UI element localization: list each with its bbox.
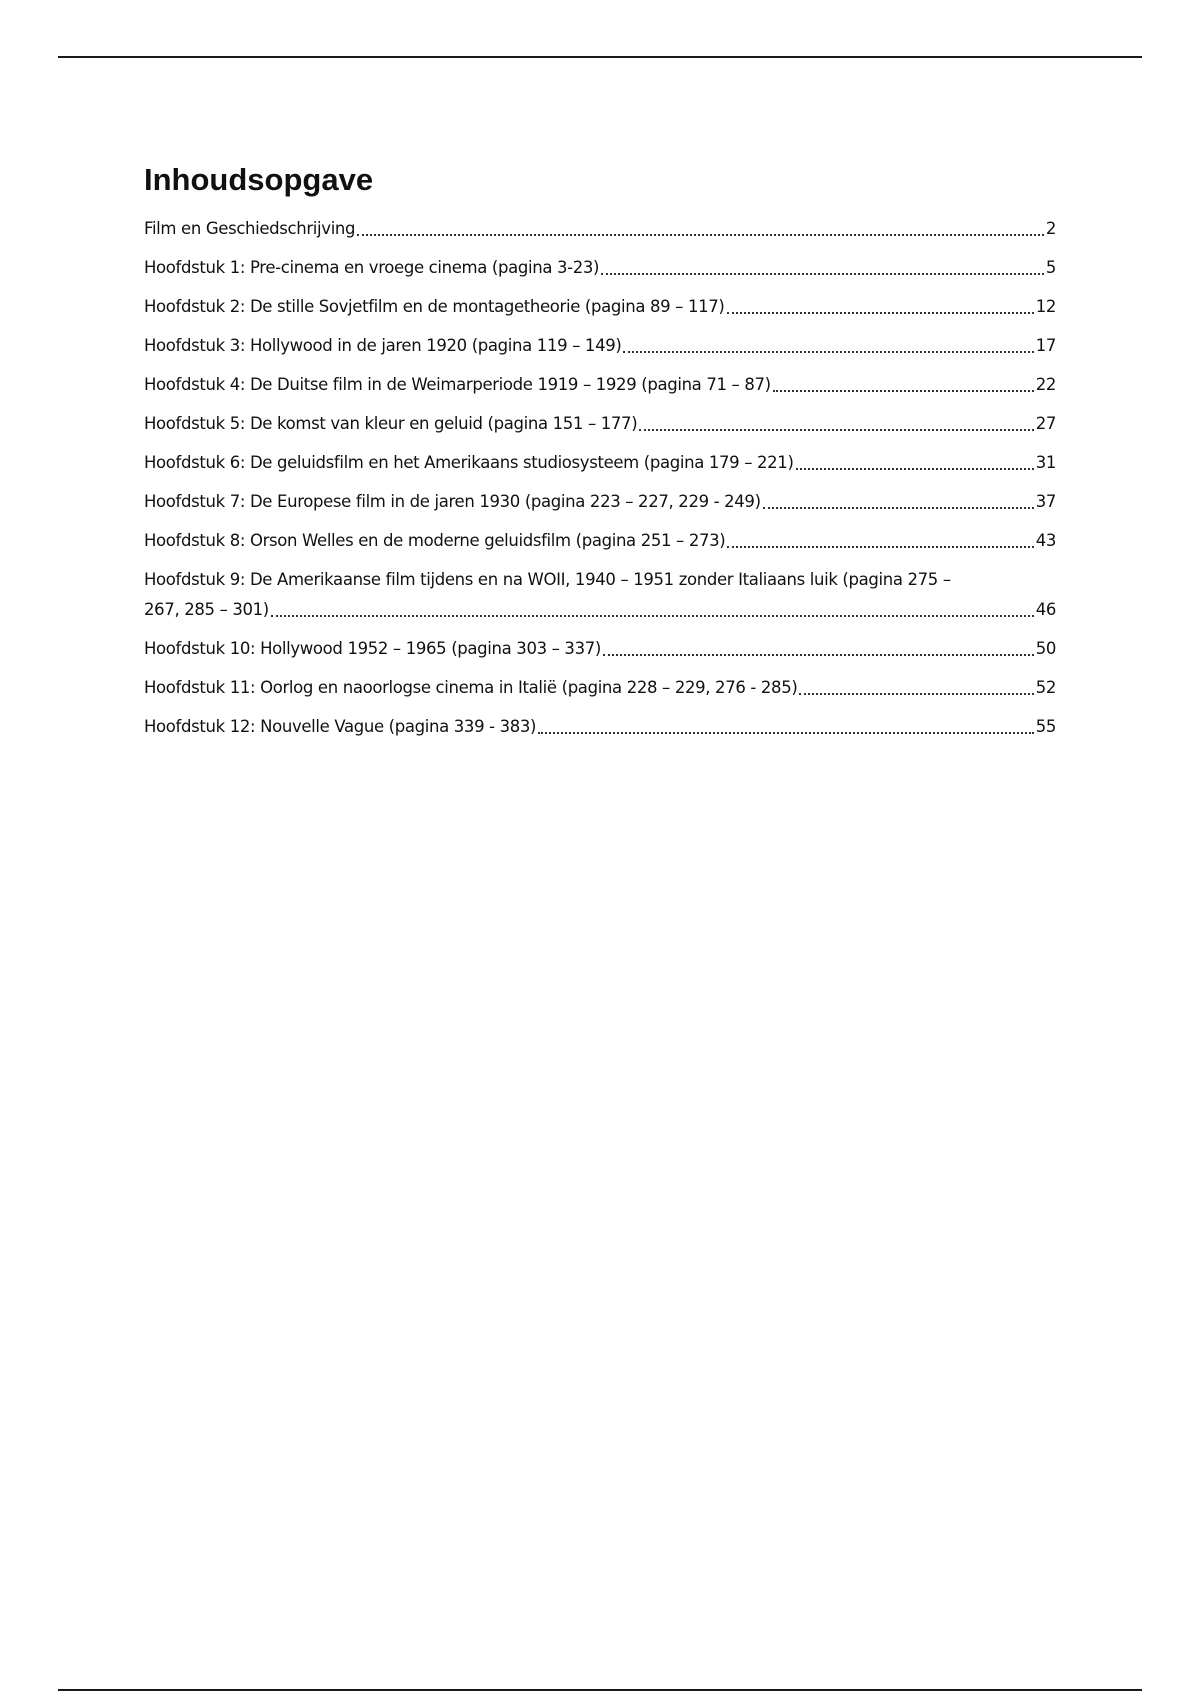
- toc-entry-text: Hoofdstuk 8: Orson Welles en de moderne geluidsfilm (pagina 251 – 273): [144, 531, 726, 550]
- toc-page-number: 17: [1035, 336, 1056, 355]
- toc-entry-text-line-1: Hoofdstuk 9: De Amerikaanse film tijdens en na WOII, 1940 – 1951 zonder Italiaans luik (pagina 275 –: [144, 570, 951, 589]
- toc-dot-leader: [271, 614, 1034, 617]
- toc-page-number: 12: [1035, 297, 1056, 316]
- toc-entry-text: Hoofdstuk 11: Oorlog en naoorlogse cinema in Italië (pagina 228 – 229, 276 - 285): [144, 678, 798, 697]
- toc-page-number: 27: [1035, 414, 1056, 433]
- toc-dot-leader: [727, 311, 1034, 314]
- toc-entry-hoofdstuk-9[interactable]: [144, 565, 1056, 625]
- toc-entry-hoofdstuk-2[interactable]: [144, 292, 1056, 322]
- toc-page-number: 5: [1045, 258, 1056, 277]
- toc-entry-hoofdstuk-10[interactable]: [144, 634, 1056, 664]
- table-of-contents: [144, 160, 1056, 751]
- toc-entry-film-en-geschiedschrijving[interactable]: [144, 214, 1056, 244]
- toc-entry-text: Hoofdstuk 5: De komst van kleur en geluid (pagina 151 – 177): [144, 414, 638, 433]
- toc-entry-text: Hoofdstuk 10: Hollywood 1952 – 1965 (pagina 303 – 337): [144, 639, 601, 658]
- toc-entry-text-line-2: 267, 285 – 301): [144, 600, 269, 619]
- toc-entry-text: Hoofdstuk 6: De geluidsfilm en het Amerikaans studiosysteem (pagina 179 – 221): [144, 453, 794, 472]
- toc-entry-hoofdstuk-11[interactable]: [144, 673, 1056, 703]
- toc-dot-leader: [796, 467, 1034, 470]
- toc-dot-leader: [727, 545, 1033, 548]
- toc-dot-leader: [763, 506, 1034, 509]
- toc-entry-text: Hoofdstuk 3: Hollywood in de jaren 1920 (pagina 119 – 149): [144, 336, 622, 355]
- toc-page-number: 31: [1035, 453, 1056, 472]
- toc-page-number: 2: [1045, 219, 1056, 238]
- header-rule: [58, 56, 1142, 58]
- toc-entry-hoofdstuk-5[interactable]: [144, 409, 1056, 439]
- toc-page-number: 22: [1035, 375, 1056, 394]
- toc-page-number: 52: [1035, 678, 1056, 697]
- toc-entry-hoofdstuk-6[interactable]: [144, 448, 1056, 478]
- toc-dot-leader: [601, 272, 1044, 275]
- toc-entry-hoofdstuk-1[interactable]: [144, 253, 1056, 283]
- toc-entry-hoofdstuk-3[interactable]: [144, 331, 1056, 361]
- toc-dot-leader: [603, 653, 1034, 656]
- toc-page-number: 43: [1035, 531, 1056, 550]
- toc-entry-hoofdstuk-4[interactable]: [144, 370, 1056, 400]
- toc-entry-text: Hoofdstuk 2: De stille Sovjetfilm en de montagetheorie (pagina 89 – 117): [144, 297, 725, 316]
- toc-entry-text: Hoofdstuk 12: Nouvelle Vague (pagina 339 - 383): [144, 717, 537, 736]
- toc-entry-text: Hoofdstuk 7: De Europese film in de jaren 1930 (pagina 223 – 227, 229 - 249): [144, 492, 761, 511]
- toc-dot-leader: [799, 692, 1033, 695]
- toc-dot-leader: [538, 731, 1034, 734]
- toc-dot-leader: [623, 350, 1033, 353]
- toc-entry-hoofdstuk-8[interactable]: [144, 526, 1056, 556]
- toc-page-number: 37: [1035, 492, 1056, 511]
- toc-title: Inhoudsopgave: [144, 162, 374, 197]
- toc-entry-text: Hoofdstuk 4: De Duitse film in de Weimarperiode 1919 – 1929 (pagina 71 – 87): [144, 375, 771, 394]
- toc-entry-text: Hoofdstuk 1: Pre-cinema en vroege cinema (pagina 3-23): [144, 258, 600, 277]
- toc-entry-text: Film en Geschiedschrijving: [144, 219, 356, 238]
- toc-entry-hoofdstuk-7[interactable]: [144, 487, 1056, 517]
- toc-page-number: 50: [1035, 639, 1056, 658]
- toc-dot-leader: [773, 389, 1034, 392]
- toc-page-number: 46: [1035, 600, 1056, 619]
- footer-rule: [58, 1689, 1142, 1691]
- toc-page-number: 55: [1035, 717, 1056, 736]
- toc-dot-leader: [357, 233, 1044, 236]
- toc-dot-leader: [639, 428, 1033, 431]
- toc-entry-hoofdstuk-12[interactable]: [144, 712, 1056, 742]
